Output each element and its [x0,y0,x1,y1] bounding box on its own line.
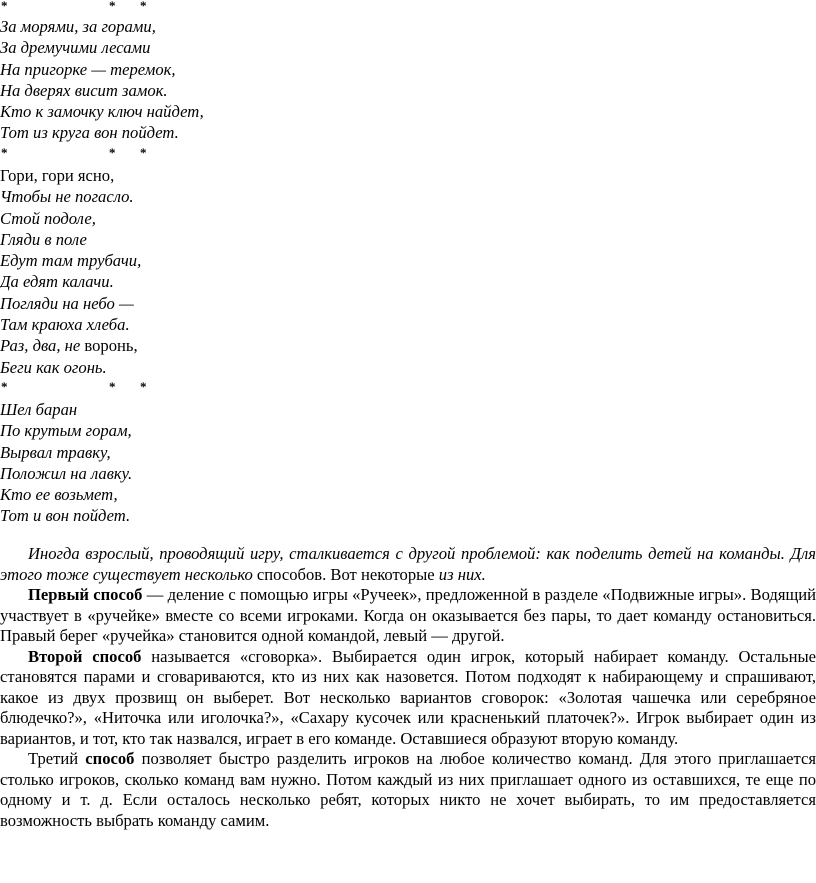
verse-line-text: Вырвал травку, [0,442,111,462]
verse-line [0,484,132,505]
verse-line [0,399,132,420]
method-paragraph-second: Второй способ называется «сговорка». Выбирается один игрок, который набирает команду. Остальные становятся парами и сговариваются, кто из них как назовется. Потом подходят к набирающему и спрашивают, какое из двух прозвищ он выберет. Вот несколько вариантов сговорок: «Золотая чашечка или серебряное блюдечко?», «Ниточка или иголочка?», «Сахару кусочек или красненький платочек?». Игрок выбирает один из вариантов, и тот, кто так назвался, играет в его команде. Оставшиеся образуют вторую команду. [0,646,816,748]
prose-section [0,544,816,831]
verse-line-text: По крутым горам, [0,421,132,441]
verse-line [0,250,141,271]
verse-line-text: Гори, гори ясно, [0,166,115,185]
verse-line-text: Кто ее возьмет, [0,485,118,505]
verse-line-text: Чтобы не погасло. [0,187,134,207]
stars-divider: * * * [1,145,147,160]
verse-line [0,314,141,335]
verse-line-text: Едут там трубачи, [0,251,142,271]
verse-line [0,208,141,229]
verse-line [0,16,204,37]
verse-line-text: Тот и вон пойдет. [0,506,131,526]
verse-line [0,229,141,250]
verse-line-text: Гляди в поле [0,229,87,249]
verse-line-text: Да едят калачи. [0,272,114,292]
verse-line-text: Там краюха хлеба. [0,315,130,335]
verse-line-text: Беги как огонь. [0,357,107,377]
stars-divider: * * * [1,0,147,13]
verse-line-text: На пригорке — теремок, [0,59,176,79]
method-paragraph-first: Первый способ — деление с помощью игры «Ручеек», предложенной в разделе «Подвижные игры». Водящий участвует в «ручейке» вместе со всеми игроками. Когда он оказывается без пары, то дает команду остановиться. Правый берег «ручейка» становится одной командой, левый — другой. [0,585,816,645]
verse [0,165,141,378]
verse-line [0,293,141,314]
verse-line [0,165,141,186]
stars-divider: * * * [1,379,147,394]
verse-line [0,186,141,207]
verse-line-text: На дверях висит замок. [0,80,168,100]
verse-line-text: За морями, за горами, [0,17,156,36]
verse-line-text: Тот из круга вон пойдет. [0,123,179,143]
verse-line [0,271,141,292]
verse-line [0,37,204,58]
verse-line-text: Кто к замочку ключ найдет, [0,102,204,122]
verse-line [0,335,141,356]
verse-line [0,101,204,122]
verse [0,16,204,144]
verse-line [0,420,132,441]
intro-paragraph: Иногда взрослый, проводящий игру, сталкивается с другой проблемой: как поделить детей на команды. Для этого тоже существует несколько способов. Вот некоторые из них. [0,544,816,584]
verse [0,399,132,527]
verse-line [0,122,204,143]
verse-line-text: Шел баран [0,400,78,419]
verse-line-text: Погляди на небо — [0,293,134,313]
verse-line-text: Стой подоле, [0,208,96,228]
verse-line-text: воронь, [84,336,138,356]
method-paragraph-third: Третий способ позволяет быстро разделить игроков на любое количество команд. Для этого приглашается столько игроков, сколько команд вам нужно. Потом каждый из них приглашает одного из оставшихся, те еще по одному и т. д. Если осталось несколько ребят, которых никто не хочет выбирать, то им предоставляется возможность выбрать команду самим. [0,749,816,830]
verse-line-text: За дремучими лесами [0,38,151,58]
verse-line [0,442,132,463]
verse-line [0,463,132,484]
verse-line [0,59,204,80]
verse-line [0,505,132,526]
verse-line [0,357,141,378]
verse-line-text: Раз, два, не [0,336,85,356]
verse-line-text: Положил на лавку. [0,463,133,483]
verse-line [0,80,204,101]
